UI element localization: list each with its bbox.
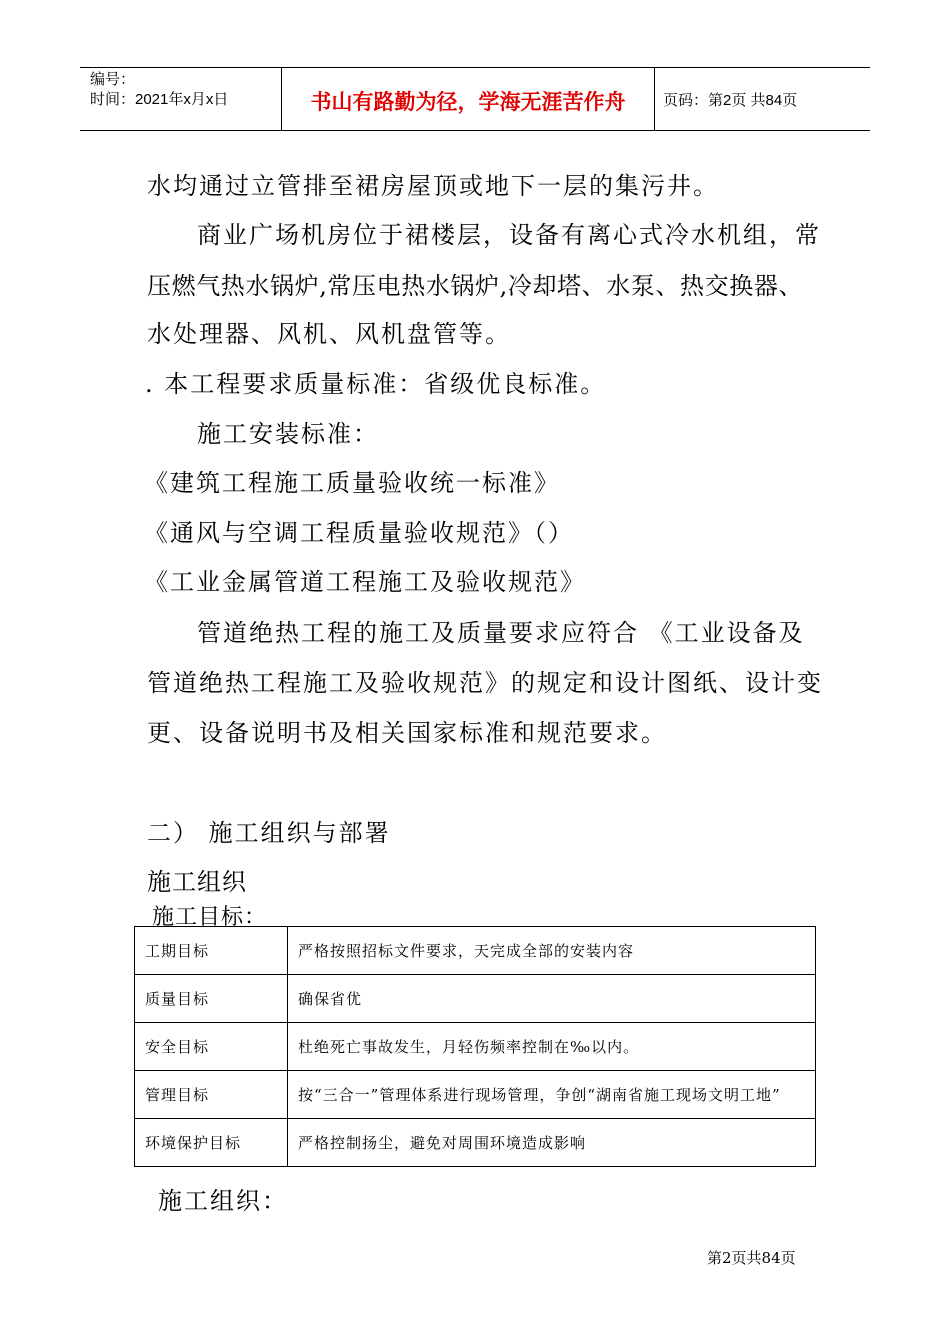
goal-value: 严格控制扬尘，避免对周围环境造成影响	[288, 1119, 816, 1167]
goal-value: 严格按照招标文件要求，天完成全部的安装内容	[288, 927, 816, 975]
header-divider	[654, 68, 655, 130]
paragraph-line: 管道绝热工程施工及验收规范》的规定和设计图纸、设计变	[147, 669, 823, 697]
goal-label: 工期目标	[135, 927, 288, 975]
paragraph-line: 商业广场机房位于裙楼层，设备有离心式冷水机组，常	[197, 221, 821, 249]
goal-value: 确保省优	[288, 975, 816, 1023]
table-row	[135, 1071, 816, 1119]
header-motto: 书山有路勤为径，学海无涯苦作舟	[310, 90, 626, 114]
document-number-label: 编号：	[90, 71, 136, 88]
footer-page-number: 第2页共84页	[707, 1249, 796, 1267]
paragraph-line: 施工安装标准：	[197, 420, 379, 448]
goal-label: 环境保护目标	[135, 1119, 288, 1167]
table-row	[135, 1119, 816, 1167]
standard-item: 《通风与空调工程质量验收规范》（）	[144, 519, 574, 547]
paragraph-line: 水均通过立管排至裙房屋顶或地下一层的集污井。	[147, 172, 719, 200]
paragraph-line: 施工组织：	[158, 1187, 288, 1215]
goal-label: 安全目标	[135, 1023, 288, 1071]
paragraph-line: 管道绝热工程的施工及质量要求应符合 《工业设备及	[197, 619, 805, 647]
table-caption: 施工目标：	[152, 905, 268, 930]
document-date: 时间：2021年x月x日	[90, 91, 229, 108]
page-header	[80, 67, 870, 131]
goal-value: 杜绝死亡事故发生，月轻伤频率控制在‰以内。	[288, 1023, 816, 1071]
goal-value: 按“三合一”管理体系进行现场管理，争创“湖南省施工现场文明工地”	[288, 1071, 816, 1119]
paragraph-line: . 本工程要求质量标准：省级优良标准。	[145, 370, 607, 398]
paragraph-line: 水处理器、风机、风机盘管等。	[147, 320, 511, 348]
section-heading: 二） 施工组织与部署	[147, 819, 391, 847]
header-page-number: 页码：第2页 共84页	[663, 92, 798, 109]
standard-item: 《工业金属管道工程施工及验收规范》	[144, 568, 586, 596]
goal-label: 管理目标	[135, 1071, 288, 1119]
table-row	[135, 1023, 816, 1071]
table-row	[135, 975, 816, 1023]
standard-item: 《建筑工程施工质量验收统一标准》	[144, 469, 560, 497]
header-meta	[90, 71, 280, 108]
paragraph-line: 压燃气热水锅炉,常压电热水锅炉,冷却塔、水泵、热交换器、	[147, 272, 804, 300]
goal-label: 质量目标	[135, 975, 288, 1023]
paragraph-line: 更、设备说明书及相关国家标准和规范要求。	[147, 719, 667, 747]
table-row	[135, 927, 816, 975]
subsection-heading: 施工组织	[147, 868, 247, 896]
goals-table	[134, 926, 816, 1167]
